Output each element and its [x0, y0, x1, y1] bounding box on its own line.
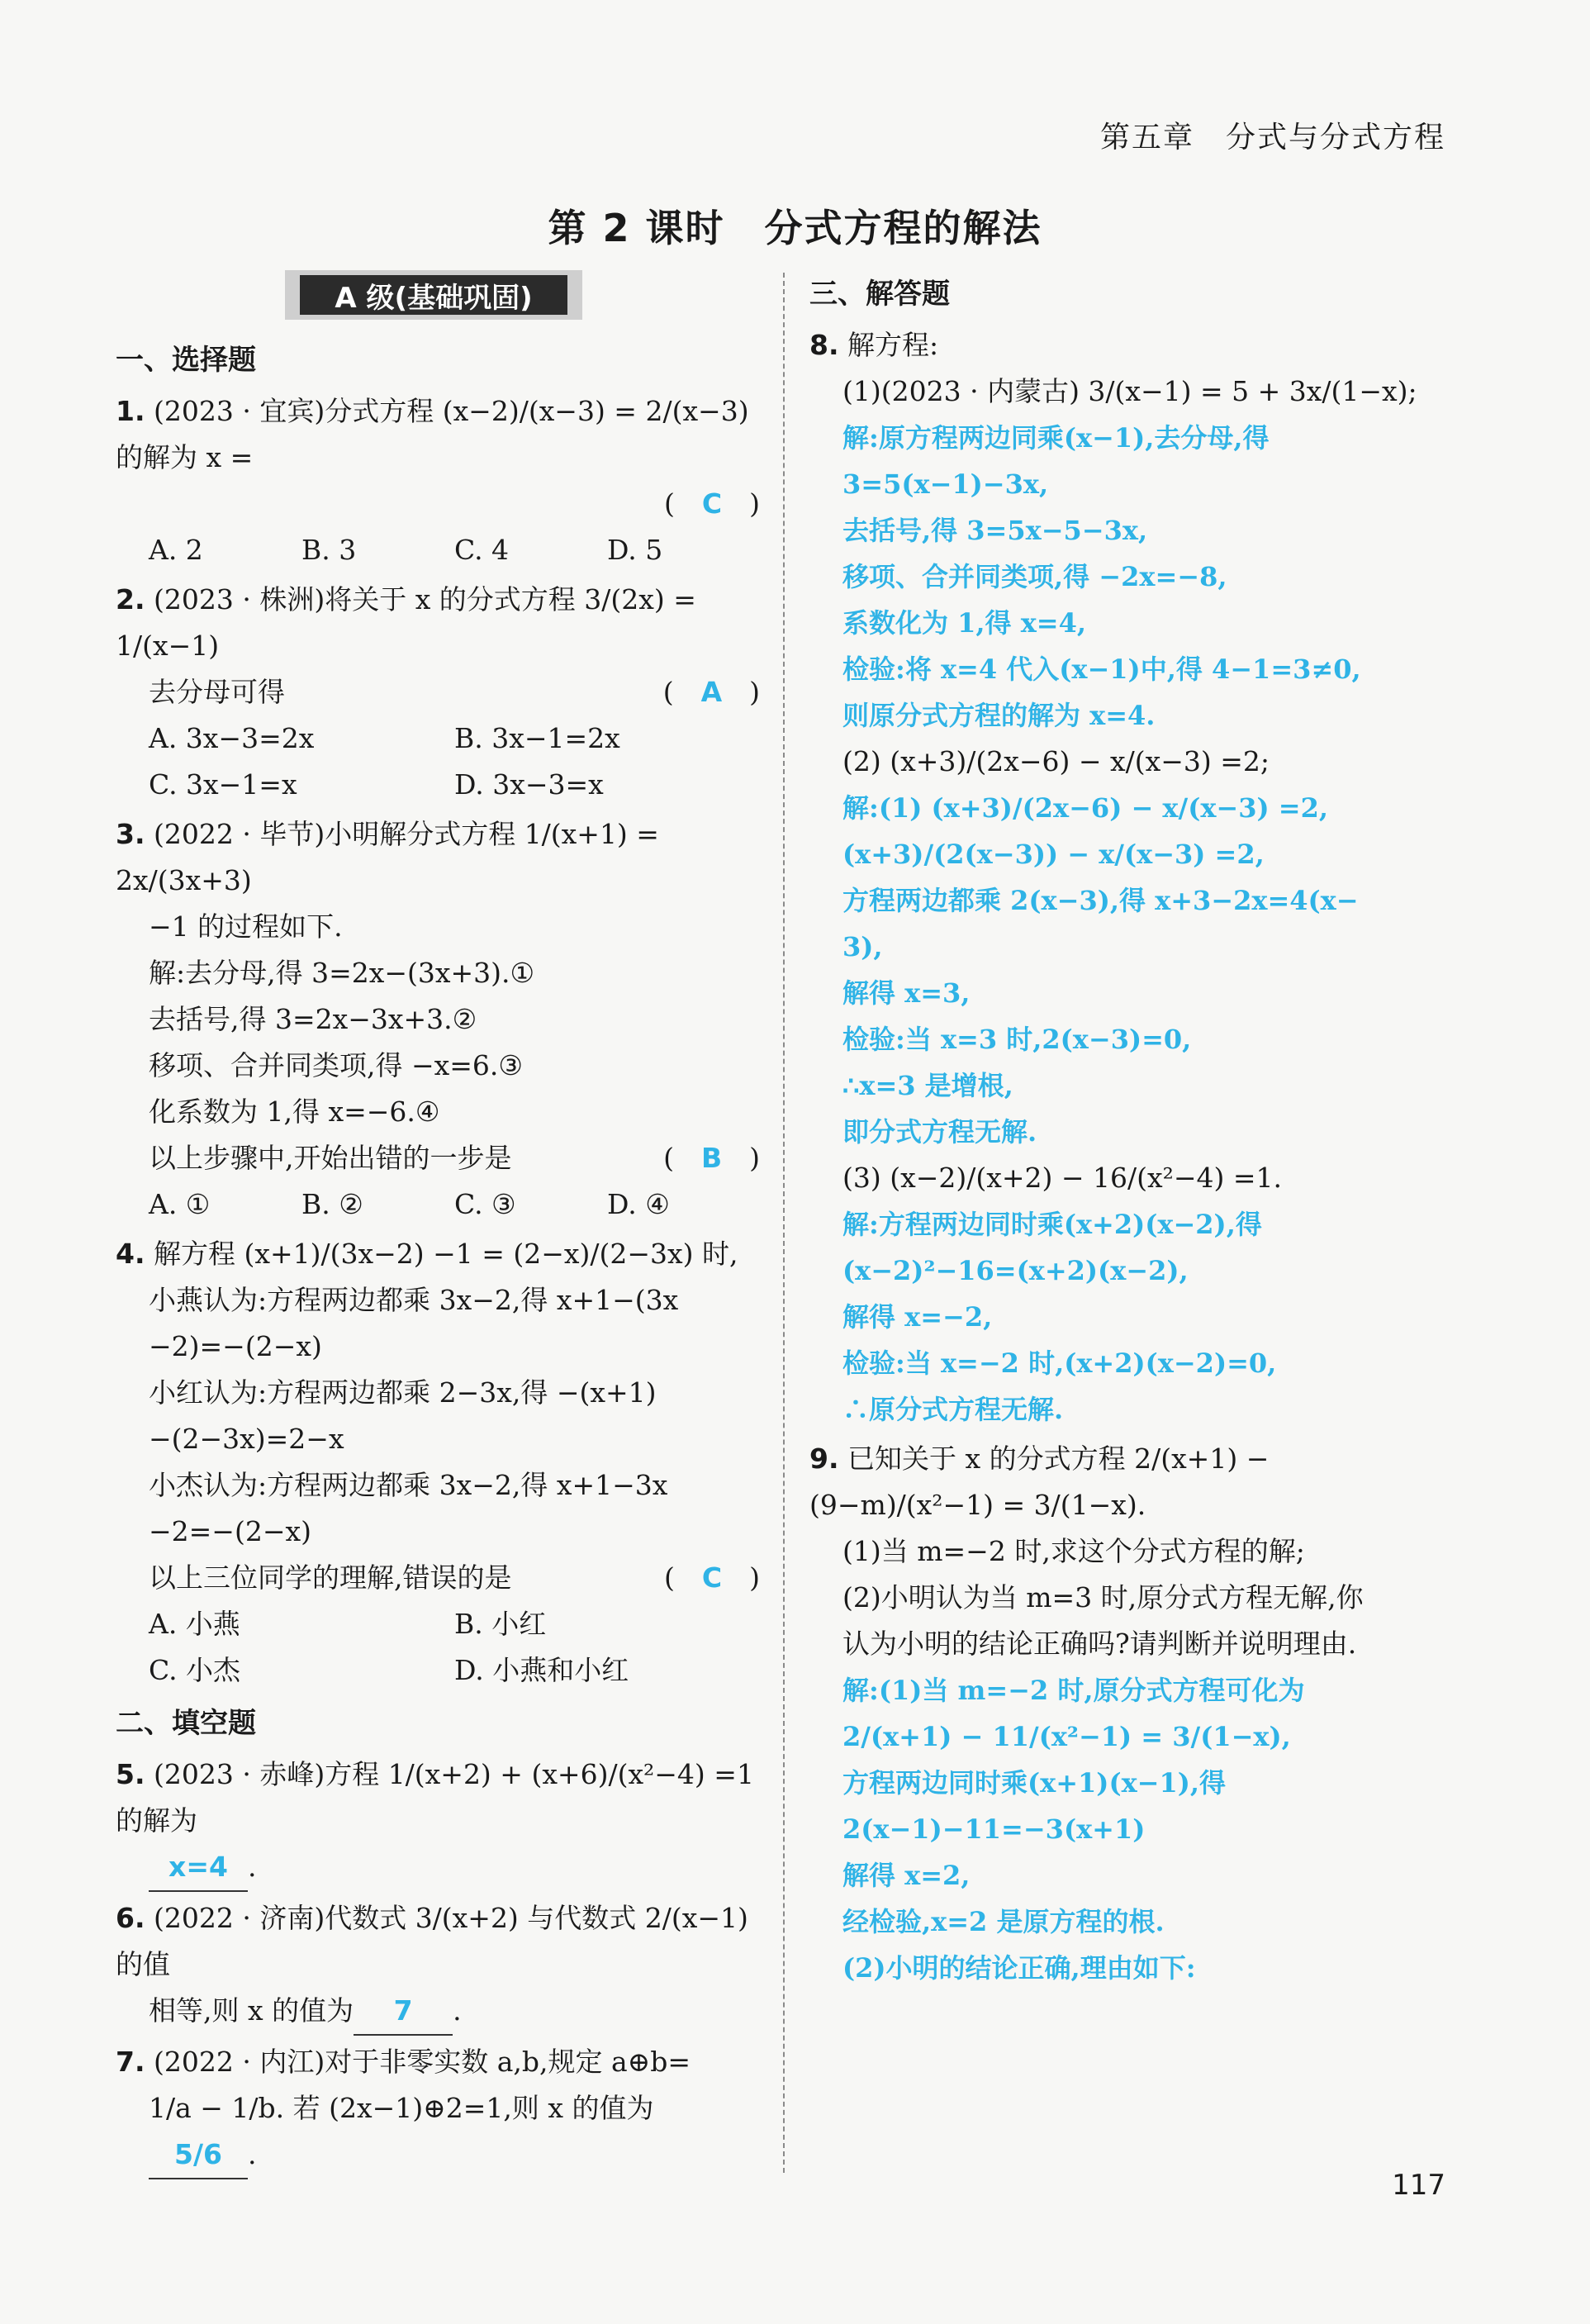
q1-option-b: B. 3: [301, 534, 357, 566]
q3-line: 解:去分母,得 3=2x−(3x+3).①: [149, 957, 535, 989]
q9-solution-line: (2)小明的结论正确,理由如下:: [842, 1952, 1196, 1984]
q3-line: −1 的过程如下.: [149, 910, 343, 943]
q9-solution-line: 2/(x+1) − 11/(x²−1) = 3/(1−x),: [842, 1721, 1291, 1752]
q9-solution-line: 解:(1)当 m=−2 时,原分式方程可化为: [842, 1675, 1305, 1706]
q9-solution-line: 方程两边同时乘(x+1)(x−1),得: [842, 1767, 1227, 1799]
q4-line: −2)=−(2−x): [149, 1330, 322, 1362]
q9-text: 已知关于 x 的分式方程 2/(x+1) − (9−m)/(x²−1) = 3/(1−x).: [809, 1442, 1270, 1521]
section-solve: 三、解答题: [809, 278, 950, 311]
q4-answer-paren: ( C ): [664, 1561, 760, 1594]
q8-solution1-line: 系数化为 1,得 x=4,: [842, 607, 1086, 639]
q8-solution3-line: 解得 x=−2,: [842, 1301, 993, 1333]
q1-number: 1.: [116, 395, 145, 427]
q1-answer: C: [701, 487, 723, 520]
q4-option-a: A. 小燕: [149, 1608, 240, 1640]
q2-number: 2.: [116, 583, 145, 615]
q8-number: 8.: [809, 329, 839, 361]
q3-options: [116, 1181, 760, 1228]
q2-text: (2023 · 株洲)将关于 x 的分式方程 3/(2x) = 1/(x−1): [116, 583, 696, 662]
q8-solution1-line: 3=5(x−1)−3x,: [842, 468, 1049, 500]
q7-number: 7.: [116, 2046, 145, 2078]
q6-text2: 相等,则 x 的值为: [149, 1994, 354, 2027]
q8-solution2-line: ∴x=3 是增根,: [842, 1070, 1013, 1101]
q3-line: 以上步骤中,开始出错的一步是: [149, 1142, 512, 1174]
q5-text: (2023 · 赤峰)方程 1/(x+2) + (x+6)/(x²−4) =1 的解为: [116, 1758, 754, 1837]
q2-option-b: B. 3x−1=2x: [454, 722, 620, 754]
q8-solution2-line: 解得 x=3,: [842, 977, 971, 1009]
right-column: [809, 264, 1454, 1994]
question-9: [809, 1436, 1454, 1991]
q9-line: (2)小明认为当 m=3 时,原分式方程无解,你: [842, 1581, 1364, 1613]
q1-option-a: A. 2: [149, 534, 203, 566]
q1-text: (2023 · 宜宾)分式方程 (x−2)/(x−3) = 2/(x−3) 的解为 x =: [116, 395, 749, 473]
q3-option-d: D. ④: [607, 1188, 670, 1220]
q4-number: 4.: [116, 1238, 145, 1270]
q1-option-d: D. 5: [607, 534, 663, 566]
q8-solution2-line: 方程两边都乘 2(x−3),得 x+3−2x=4(x−: [842, 885, 1359, 916]
q2-answer-paren: ( A ): [662, 676, 760, 708]
section-fill: 二、填空题: [116, 1707, 256, 1740]
q4-option-d: D. 小燕和小红: [454, 1654, 629, 1686]
q3-line: 去括号,得 3=2x−3x+3.②: [149, 1003, 477, 1035]
chapter-header: 第五章 分式与分式方程: [1099, 121, 1445, 154]
question-5: 5. (2023 · 赤峰)方程 1/(x+2) + (x+6)/(x²−4) =1 的解为 x=4 .: [116, 1751, 760, 1892]
question-6: 6. (2022 · 济南)代数式 3/(x+2) 与代数式 2/(x−1) 的值 相等,则 x 的值为 7 .: [116, 1895, 760, 2036]
q2-answer: A: [700, 676, 723, 708]
q3-number: 3.: [116, 818, 145, 850]
q4-options-row1: [116, 1601, 760, 1647]
question-7: 7. (2022 · 内江)对于非零实数 a,b,规定 a⊕b= 1/a − 1/b. 若 (2x−1)⊕2=1,则 x 的值为 5/6 .: [116, 2039, 760, 2179]
q8-text: 解方程:: [847, 329, 939, 361]
q6-text: (2022 · 济南)代数式 3/(x+2) 与代数式 2/(x−1) 的值: [116, 1902, 748, 1980]
q2-option-c: C. 3x−1=x: [149, 768, 297, 801]
q3-text: (2022 · 毕节)小明解分式方程 1/(x+1) = 2x/(3x+3): [116, 818, 659, 896]
q9-solution-line: 经检验,x=2 是原方程的根.: [842, 1906, 1165, 1937]
q9-solution-line: 2(x−1)−11=−3(x+1): [842, 1813, 1146, 1845]
q9-solution-line: 解得 x=2,: [842, 1860, 971, 1891]
q4-text: 解方程 (x+1)/(3x−2) −1 = (2−x)/(2−3x) 时,: [154, 1238, 738, 1270]
q7-text2: 1/a − 1/b. 若 (2x−1)⊕2=1,则 x 的值为: [149, 2092, 654, 2124]
q1-answer-paren: ( C ): [664, 487, 760, 520]
q8-part1: (1)(2023 · 内蒙古) 3/(x−1) = 5 + 3x/(1−x);: [842, 375, 1417, 407]
q1-option-c: C. 4: [454, 534, 510, 566]
q7-text: (2022 · 内江)对于非零实数 a,b,规定 a⊕b=: [154, 2046, 691, 2078]
q4-option-b: B. 小红: [454, 1608, 547, 1640]
q4-answer: C: [701, 1561, 723, 1594]
q8-solution2-line: 3),: [842, 931, 883, 962]
question-2: [116, 577, 760, 808]
question-1: [116, 388, 760, 573]
section-choice: 一、选择题: [116, 344, 256, 377]
q8-solution1-line: 则原分式方程的解为 x=4.: [842, 700, 1156, 731]
q7-answer: 5/6: [149, 2132, 248, 2179]
q8-solution2-line: 即分式方程无解.: [842, 1116, 1037, 1148]
q3-option-b: B. ②: [301, 1188, 363, 1220]
q4-line: 小燕认为:方程两边都乘 3x−2,得 x+1−(3x: [149, 1284, 679, 1316]
page-number: 117: [1392, 2169, 1445, 2202]
q9-line: (1)当 m=−2 时,求这个分式方程的解;: [842, 1535, 1305, 1567]
q6-number: 6.: [116, 1902, 145, 1934]
q2-option-a: A. 3x−3=2x: [149, 722, 315, 754]
q2-text2: 去分母可得: [149, 676, 285, 708]
q3-line: 化系数为 1,得 x=−6.④: [149, 1095, 440, 1128]
q5-answer: x=4: [149, 1844, 248, 1892]
level-badge-label: A 级(基础巩固): [300, 275, 567, 315]
q8-solution3-line: 检验:当 x=−2 时,(x+2)(x−2)=0,: [842, 1347, 1277, 1379]
q8-part2: (2) (x+3)/(2x−6) − x/(x−3) =2;: [842, 745, 1270, 777]
q1-options: [116, 527, 760, 573]
q4-options-row2: [116, 1647, 760, 1694]
q2-options-row2: [116, 762, 760, 808]
q8-solution1-line: 解:原方程两边同乘(x−1),去分母,得: [842, 422, 1270, 454]
q6-answer: 7: [354, 1988, 453, 2036]
q2-option-d: D. 3x−3=x: [454, 768, 604, 801]
question-8: [809, 322, 1454, 1433]
q8-solution3-line: (x−2)²−16=(x+2)(x−2),: [842, 1255, 1189, 1286]
q8-solution2-line: 检验:当 x=3 时,2(x−3)=0,: [842, 1024, 1192, 1055]
q8-solution1-line: 检验:将 x=4 代入(x−1)中,得 4−1=3≠0,: [842, 653, 1361, 685]
q5-number: 5.: [116, 1758, 145, 1790]
q4-line: 小杰认为:方程两边都乘 3x−2,得 x+1−3x: [149, 1469, 668, 1501]
q3-option-a: A. ①: [149, 1188, 211, 1220]
left-column: [116, 330, 760, 2183]
question-4: [116, 1231, 760, 1694]
q8-solution2-line: 解:(1) (x+3)/(2x−6) − x/(x−3) =2,: [842, 792, 1328, 824]
q3-answer: B: [700, 1142, 723, 1174]
q4-line: −(2−3x)=2−x: [149, 1423, 344, 1455]
column-divider: [783, 273, 785, 2173]
q3-line: 移项、合并同类项,得 −x=6.③: [149, 1049, 523, 1081]
q8-solution1-line: 移项、合并同类项,得 −2x=−8,: [842, 561, 1227, 592]
q4-option-c: C. 小杰: [149, 1654, 241, 1686]
q8-solution1-line: 去括号,得 3=5x−5−3x,: [842, 515, 1148, 546]
q8-part3: (3) (x−2)/(x+2) − 16/(x²−4) =1.: [842, 1162, 1282, 1194]
q9-number: 9.: [809, 1442, 839, 1475]
question-3: [116, 811, 760, 1228]
q2-options-row1: [116, 715, 760, 762]
page-title: 第 2 课时 分式方程的解法: [548, 206, 1042, 250]
q4-line: 以上三位同学的理解,错误的是: [149, 1561, 512, 1594]
q3-option-c: C. ③: [454, 1188, 516, 1220]
q3-answer-paren: ( B ): [663, 1142, 760, 1174]
q9-line: 认为小明的结论正确吗?请判断并说明理由.: [842, 1628, 1357, 1660]
q4-line: 小红认为:方程两边都乘 2−3x,得 −(x+1): [149, 1376, 657, 1409]
q8-solution2-line: (x+3)/(2(x−3)) − x/(x−3) =2,: [842, 839, 1265, 870]
q4-line: −2=−(2−x): [149, 1515, 311, 1547]
q8-solution3-line: 解:方程两边同时乘(x+2)(x−2),得: [842, 1209, 1262, 1240]
q8-solution3-line: ∴原分式方程无解.: [842, 1394, 1064, 1425]
level-badge: [285, 270, 582, 320]
